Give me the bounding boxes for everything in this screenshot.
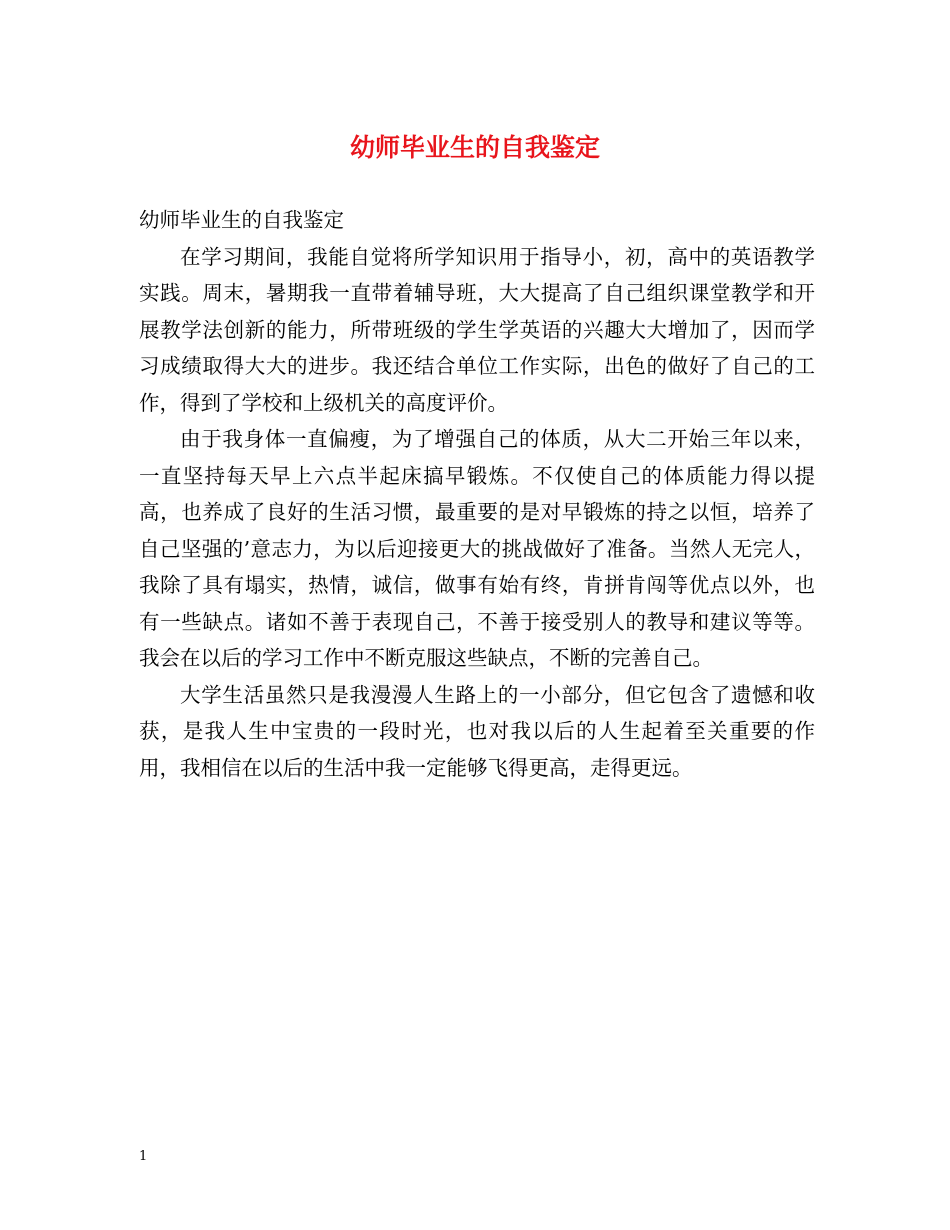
document-title: 幼师毕业生的自我鉴定 bbox=[349, 133, 600, 162]
paragraph-university-life: 大学生活虽然只是我漫漫人生路上的一小部分，但它包含了遗憾和收获，是我人生中宝贵的一段时光，也对我以后的人生起着至关重要的作用，我相信在以后的生活中我一定能够飞得更高，走得更远。 bbox=[139, 682, 815, 780]
document-subtitle: 幼师毕业生的自我鉴定 bbox=[139, 208, 344, 232]
page-number: 1 bbox=[139, 1149, 148, 1164]
paragraph-study: 在学习期间，我能自觉将所学知识用于指导小，初，高中的英语教学实践。周末，暑期我一直带着辅导班，大大提高了自己组织课堂教学和开展教学法创新的能力，所带班级的学生学英语的兴趣大大增加了，因而学习成绩取得大大的进步。我还结合单位工作实际，出色的做好了自己的工作，得到了学校和上级机关的高度评价。 bbox=[139, 244, 815, 415]
paragraph-exercise: 由于我身体一直偏瘦，为了增强自己的体质，从大二开始三年以来，一直坚持每天早上六点半起床搞早锻炼。不仅使自己的体质能力得以提高，也养成了良好的生活习惯，最重要的是对早锻炼的持之以恒，培养了自己坚强的’意志力，为以后迎接更大的挑战做好了准备。当然人无完人，我除了具有塌实，热情，诚信，做事有始有终，肯拼肯闯等优点以外，也有一些缺点。诸如不善于表现自己，不善于接受别人的教导和建议等等。我会在以后的学习工作中不断克服这些缺点，不断的完善自己。 bbox=[139, 427, 815, 670]
document-body bbox=[139, 202, 815, 786]
